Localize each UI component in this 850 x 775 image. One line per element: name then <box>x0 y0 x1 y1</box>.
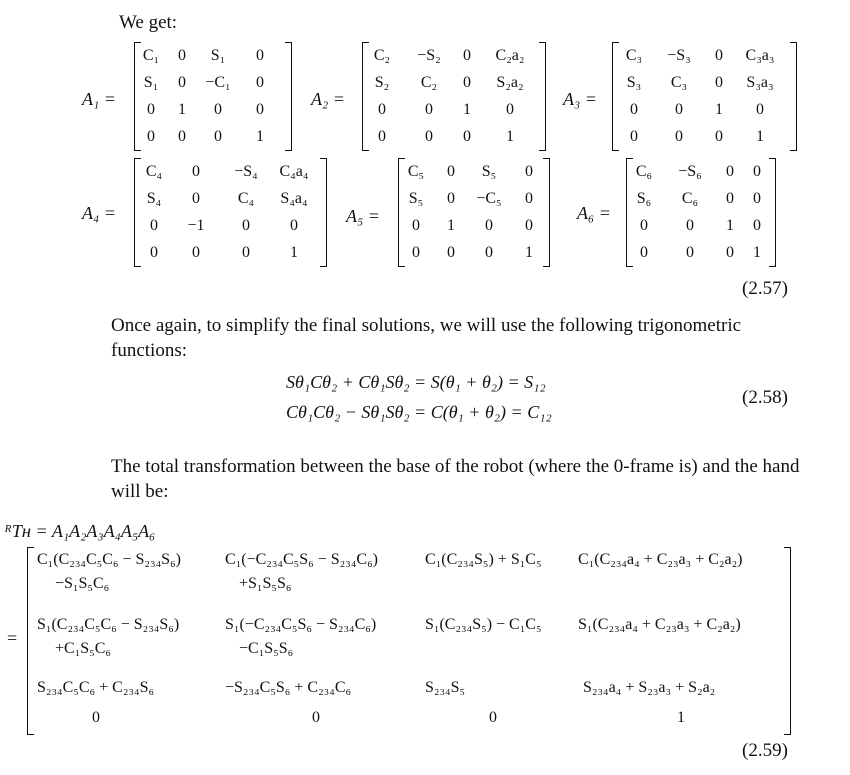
matrix-cell: 1 <box>756 128 764 145</box>
matrix-cell: 0 <box>178 47 186 64</box>
matrix-cell: 0 <box>753 190 761 207</box>
matrix-cell: 0 <box>256 101 264 118</box>
matrix-cell: 0 <box>489 709 497 726</box>
matrix-cell: 0 <box>412 217 420 234</box>
matrix-cell: 0 <box>525 163 533 180</box>
matrix-cell: +C₁S₅C₆ <box>55 640 111 657</box>
matrix-cell: +S₁S₅S₆ <box>239 575 292 592</box>
matrix-cell: −S₄ <box>234 163 258 180</box>
matrix-cell: S₂₃₄a₄ + S₂₃a₃ + S₂a₂ <box>583 679 716 696</box>
matrix-cell: C₂a₂ <box>495 47 525 64</box>
matrix-cell: 0 <box>378 128 386 145</box>
matrix-a4 <box>134 158 327 267</box>
matrix-cell: S₁(C₂₃₄C₅C₆ − S₂₃₄S₆) <box>37 616 180 633</box>
matrix-cell: 0 <box>178 128 186 145</box>
paragraph-trig-intro: Once again, to simplify the final solutions, we will use the following trigonometric functions: <box>111 315 742 361</box>
matrix-cell: 0 <box>686 244 694 261</box>
matrix-cell: 0 <box>726 163 734 180</box>
matrix-cell: 0 <box>150 244 158 261</box>
matrix-cell: S₃a₃ <box>746 74 774 91</box>
matrix-cell: 0 <box>715 74 723 91</box>
matrix-cell: 0 <box>214 101 222 118</box>
matrix-cell: 1 <box>256 128 264 145</box>
matrix-cell: 0 <box>753 217 761 234</box>
matrix-cell: S₁ <box>143 74 159 91</box>
matrix-cell: 0 <box>686 217 694 234</box>
matrix-cell: 1 <box>463 101 471 118</box>
matrix-cell: C₄ <box>145 163 163 180</box>
label-a3: A₃ = <box>563 89 597 109</box>
trig-identity-cosine: Cθ₁Cθ₂ − Sθ₁Sθ₂ = C(θ₁ + θ₂) = C₁₂ <box>286 402 552 422</box>
matrix-cell: 0 <box>147 128 155 145</box>
matrix-cell: 0 <box>630 128 638 145</box>
matrix-cell: S₃ <box>626 74 642 91</box>
trig-identity-sine: Sθ₁Cθ₂ + Cθ₁Sθ₂ = S(θ₁ + θ₂) = S₁₂ <box>286 372 546 392</box>
matrix-cell: 0 <box>525 190 533 207</box>
matrix-cell: S₁(−C₂₃₄C₅S₆ − S₂₃₄C₆) <box>225 616 377 633</box>
matrix-cell: S₅ <box>408 190 424 207</box>
matrix-cell: S₂₃₄C₅C₆ + C₂₃₄S₆ <box>37 679 155 696</box>
matrix-cell: C₆ <box>681 190 699 207</box>
matrix-cell: 1 <box>525 244 533 261</box>
matrix-cell: C₃ <box>625 47 643 64</box>
matrix-cell: S₂₃₄S₅ <box>425 679 466 696</box>
matrix-cell: 0 <box>378 101 386 118</box>
equation-number-2-57: (2.57) <box>742 278 788 299</box>
label-a1: A₁ = <box>82 89 116 109</box>
matrix-cell: 0 <box>242 244 250 261</box>
matrix-cell: C₃a₃ <box>745 47 775 64</box>
matrix-cell: S₂ <box>374 74 390 91</box>
matrix-a5 <box>398 158 550 267</box>
matrix-cell: 0 <box>753 163 761 180</box>
matrix-cell: C₂ <box>420 74 438 91</box>
matrix-cell: 0 <box>412 244 420 261</box>
matrix-cell: 0 <box>726 244 734 261</box>
matrix-cell: 0 <box>715 47 723 64</box>
matrix-cell: 0 <box>640 244 648 261</box>
matrix-cell: S₁(C₂₃₄S₅) − C₁C₅ <box>425 616 542 633</box>
matrix-cell: −S₂ <box>417 47 441 64</box>
matrix-cell: 1 <box>753 244 761 261</box>
matrix-cell: C₅ <box>407 163 425 180</box>
matrix-cell: C₄ <box>237 190 255 207</box>
matrix-cell: 0 <box>425 128 433 145</box>
matrix-cell: 1 <box>447 217 455 234</box>
matrix-cell: 0 <box>150 217 158 234</box>
equals-sign: = <box>7 628 18 648</box>
matrix-cell: 0 <box>756 101 764 118</box>
matrix-cell: 0 <box>463 128 471 145</box>
matrix-cell: 0 <box>506 101 514 118</box>
total-transform-matrix <box>27 547 791 735</box>
matrix-cell: 0 <box>192 163 200 180</box>
matrix-cell: S₁ <box>210 47 226 64</box>
matrix-cell: C₁(C₂₃₄S₅) + S₁C₅ <box>425 551 542 568</box>
matrix-cell: 1 <box>178 101 186 118</box>
matrix-cell: −C₅ <box>476 190 502 207</box>
label-a5: A₅ = <box>346 206 380 226</box>
matrix-cell: C₃ <box>670 74 688 91</box>
matrix-cell: 0 <box>290 217 298 234</box>
label-a6: A₆ = <box>577 203 611 223</box>
label-a4: A₄ = <box>82 203 116 223</box>
matrix-cell: 0 <box>192 244 200 261</box>
matrix-cell: C₁ <box>142 47 160 64</box>
matrix-cell: C₁(C₂₃₄C₅C₆ − S₂₃₄S₆) <box>37 551 181 568</box>
matrix-cell: S₁(C₂₃₄a₄ + C₂₃a₃ + C₂a₂) <box>578 616 741 633</box>
matrix-cell: C₆ <box>635 163 653 180</box>
matrix-cell: −S₁S₅C₆ <box>55 575 110 592</box>
matrix-cell: S₆ <box>636 190 652 207</box>
matrix-cell: C₁(−C₂₃₄C₅S₆ − S₂₃₄C₆) <box>225 551 378 568</box>
matrix-a6 <box>626 158 776 267</box>
matrix-cell: 1 <box>726 217 734 234</box>
matrix-a2 <box>362 42 546 151</box>
matrix-cell: S₄a₄ <box>280 190 308 207</box>
matrix-cell: 0 <box>92 709 100 726</box>
matrix-cell: S₄ <box>146 190 162 207</box>
matrix-cell: 0 <box>463 74 471 91</box>
matrix-cell: 0 <box>447 163 455 180</box>
total-transform-definition: ᴿTʜ = A₁A₂A₃A₄A₅A₆ <box>4 521 156 541</box>
matrix-cell: 0 <box>675 101 683 118</box>
matrix-cell: 1 <box>506 128 514 145</box>
matrix-cell: 0 <box>525 217 533 234</box>
matrix-cell: −1 <box>187 217 205 234</box>
matrix-a3 <box>612 42 797 151</box>
matrix-cell: 0 <box>463 47 471 64</box>
matrix-cell: S₂a₂ <box>496 74 524 91</box>
matrix-cell: 0 <box>675 128 683 145</box>
matrix-cell: 0 <box>312 709 320 726</box>
matrix-cell: 0 <box>630 101 638 118</box>
matrix-cell: 0 <box>640 217 648 234</box>
matrix-cell: 1 <box>715 101 723 118</box>
label-a2: A₂ = <box>311 89 345 109</box>
matrix-cell: C₄a₄ <box>279 163 309 180</box>
matrix-cell: −C₁ <box>205 74 231 91</box>
matrix-a1 <box>134 42 292 151</box>
matrix-cell: 0 <box>256 47 264 64</box>
matrix-cell: 0 <box>485 217 493 234</box>
equation-number-2-58: (2.58) <box>742 387 788 408</box>
matrix-cell: C₁(C₂₃₄a₄ + C₂₃a₃ + C₂a₂) <box>578 551 743 568</box>
matrix-cell: 0 <box>485 244 493 261</box>
matrix-cell: 1 <box>677 709 685 726</box>
matrix-cell: 0 <box>178 74 186 91</box>
paragraph-total-transformation: The total transformation between the base of the robot (where the 0-frame is) and the hand will be: <box>111 456 800 502</box>
matrix-cell: 0 <box>214 128 222 145</box>
equation-number-2-59: (2.59) <box>742 740 788 761</box>
matrix-cell: −S₃ <box>667 47 691 64</box>
matrix-cell: 0 <box>192 190 200 207</box>
matrix-cell: 0 <box>447 190 455 207</box>
matrix-cell: S₅ <box>481 163 497 180</box>
matrix-cell: 0 <box>715 128 723 145</box>
matrix-cell: 1 <box>290 244 298 261</box>
matrix-cell: 0 <box>147 101 155 118</box>
matrix-cell: 0 <box>242 217 250 234</box>
matrix-cell: 0 <box>726 190 734 207</box>
matrix-cell: −S₂₃₄C₅S₆ + C₂₃₄C₆ <box>225 679 352 696</box>
matrix-cell: C₂ <box>373 47 391 64</box>
matrix-cell: 0 <box>447 244 455 261</box>
intro-text: We get: <box>119 12 178 33</box>
matrix-cell: −S₆ <box>678 163 702 180</box>
matrix-cell: −C₁S₅S₆ <box>239 640 294 657</box>
matrix-cell: 0 <box>256 74 264 91</box>
matrix-cell: 0 <box>425 101 433 118</box>
